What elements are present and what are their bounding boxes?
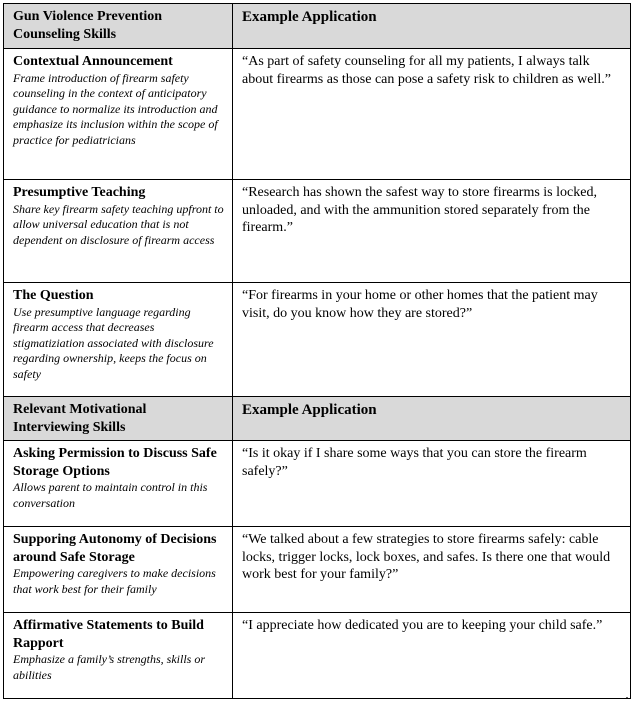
table-row: [4, 180, 631, 283]
header-example-cell: Example Application: [233, 4, 631, 49]
table-row: [4, 49, 631, 180]
skill-cell: [4, 441, 233, 527]
skill-cell: [4, 613, 233, 699]
table-row: [4, 613, 631, 699]
skill-description: Share key firearm safety teaching upfront to allow universal education that is not dependent on disclosure of firearm access: [13, 201, 224, 247]
header-skills-cell: Gun Violence Prevention Counseling Skills: [4, 4, 233, 49]
example-cell: “As part of safety counseling for all my patients, I always talk about firearms as those can pose a safety risk to children as well.”: [233, 49, 631, 180]
skill-title: Presumptive Teaching: [13, 185, 146, 200]
corner-mark: [626, 697, 628, 698]
skill-description: Frame introduction of firearm safety counseling in the context of anticipatory guidance to normalize its introduction and emphasize its inclusion within the scope of practice for pediatricians: [13, 70, 218, 147]
table-row: [4, 283, 631, 397]
table-header-row: [4, 397, 631, 441]
table-row: [4, 527, 631, 613]
skill-title: The Question: [13, 288, 94, 303]
header-example-cell: Example Application: [233, 397, 631, 441]
skill-title: Supporing Autonomy of Decisions around Safe Storage: [13, 532, 217, 565]
skill-cell: [4, 283, 233, 397]
skill-title: Affirmative Statements to Build Rapport: [13, 618, 204, 651]
table-row: [4, 441, 631, 527]
skill-description: Use presumptive language regarding firearm access that decreases stigmatiziation associated with disclosure regarding ownership, keeps the focus on safety: [13, 304, 214, 381]
example-cell: “We talked about a few strategies to store firearms safely: cable locks, trigger locks, lock boxes, and safes. Is there one that would work best for your family?”: [233, 527, 631, 613]
skill-cell: [4, 180, 233, 283]
table-header-row: [4, 4, 631, 49]
skill-title: Asking Permission to Discuss Safe Storage Options: [13, 446, 217, 479]
skill-description: Emphasize a family’s strengths, skills or abilities: [13, 652, 206, 682]
header-skills-cell: Relevant Motivational Interviewing Skills: [4, 397, 233, 441]
skill-cell: [4, 527, 233, 613]
skill-description: Allows parent to maintain control in this conversation: [13, 480, 208, 510]
skill-description: Empowering caregivers to make decisions that work best for their family: [13, 566, 216, 596]
example-cell: “For firearms in your home or other homes that the patient may visit, do you know how they are stored?”: [233, 283, 631, 397]
example-cell: “Research has shown the safest way to store firearms is locked, unloaded, and with the ammunition stored separately from the firearm.”: [233, 180, 631, 283]
skill-title: Contextual Announcement: [13, 54, 173, 69]
example-cell: “I appreciate how dedicated you are to keeping your child safe.”: [233, 613, 631, 699]
skill-cell: [4, 49, 233, 180]
example-cell: “Is it okay if I share some ways that you can store the firearm safely?”: [233, 441, 631, 527]
counseling-skills-table: [3, 3, 631, 699]
